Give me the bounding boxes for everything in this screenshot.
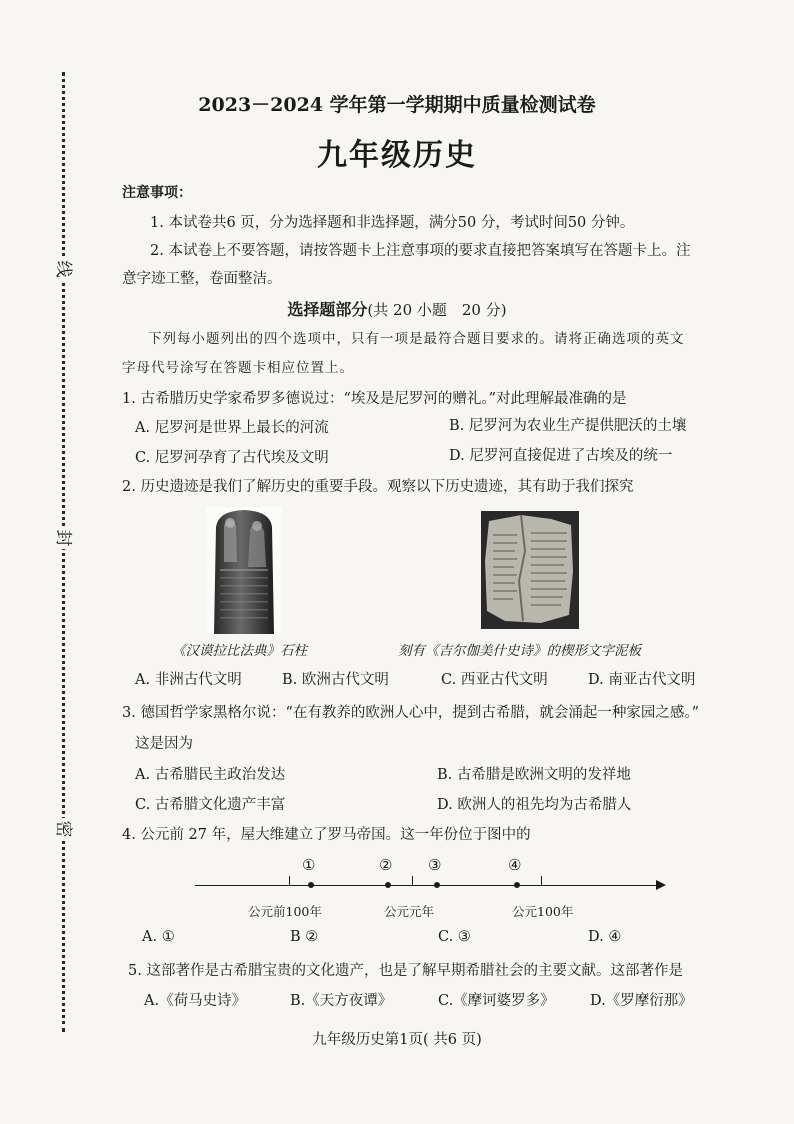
- section-instruction-line-1: 下列每小题列出的四个选项中，只有一项是最符合题目要求的。请将正确选项的英文: [148, 331, 685, 347]
- binding-char-seal: 封: [52, 527, 74, 549]
- exam-title: 2023－2024 学年第一学期期中质量检测试卷: [198, 94, 596, 116]
- q2-caption-right: 刻有《吉尔伽美什史诗》的楔形文字泥板: [398, 643, 641, 659]
- q2-option-d: D. 南亚古代文明: [588, 672, 696, 688]
- binding-char-secret: 密: [52, 818, 74, 840]
- timeline-tick-ad100: [541, 876, 542, 886]
- timeline-dot-4: [514, 882, 520, 888]
- timeline-dot-2: [385, 882, 391, 888]
- q5-option-c: C.《摩诃婆罗多》: [438, 993, 555, 1009]
- gilgamesh-tablet-image: [481, 511, 579, 629]
- hammurabi-stele-image: [206, 507, 282, 634]
- q1-option-a: A. 尼罗河是世界上最长的河流: [135, 420, 329, 436]
- section-heading-bold: 选择题部分: [287, 300, 368, 319]
- timeline-mark-4: ④: [508, 856, 522, 874]
- q4-stem: 4. 公元前 27 年，屋大维建立了罗马帝国。这一年份位于图中的: [122, 827, 531, 843]
- q3-stem: 3. 德国哲学家黑格尔说：“在有教养的欧洲人心中，提到古希腊，就会涌起一种家园之感。”: [122, 705, 700, 721]
- q1-option-b: B. 尼罗河为农业生产提供肥沃的土壤: [449, 418, 687, 434]
- q4-option-c: C. ③: [438, 929, 471, 945]
- timeline-dot-1: [308, 882, 314, 888]
- timeline-mark-1: ①: [302, 856, 316, 874]
- notice-item-2-line-2: 意字迹工整，卷面整洁。: [122, 271, 282, 287]
- timeline-dot-3: [434, 882, 440, 888]
- timeline-axis: [195, 885, 660, 886]
- timeline-label-ad1: 公元元年: [384, 904, 435, 919]
- q4-option-a: A. ①: [142, 929, 175, 945]
- notice-item-2-line-1: 2. 本试卷上不要答题，请按答题卡上注意事项的要求直接把答案填写在答题卡上。注: [150, 243, 691, 259]
- timeline-arrow: [656, 880, 666, 890]
- q3-option-d: D. 欧洲人的祖先均为古希腊人: [437, 797, 632, 813]
- q4-option-d: D. ④: [588, 929, 622, 945]
- q3-stem-continued: 这是因为: [135, 736, 193, 752]
- q5-option-b: B.《天方夜谭》: [290, 993, 393, 1009]
- q5-option-d: D.《罗摩衍那》: [590, 993, 693, 1009]
- subject-title: 九年级历史: [317, 138, 477, 173]
- q2-option-b: B. 欧洲古代文明: [282, 672, 389, 688]
- timeline-tick-ad1: [412, 876, 413, 886]
- q1-option-d: D. 尼罗河直接促进了古埃及的统一: [449, 448, 673, 464]
- timeline-label-ad100: 公元100年: [512, 904, 574, 919]
- q3-option-a: A. 古希腊民主政治发达: [135, 767, 286, 783]
- q1-stem: 1. 古希腊历史学家希罗多德说过：“埃及是尼罗河的赠礼。”对此理解最准确的是: [122, 391, 627, 407]
- notice-item-1: 1. 本试卷共6 页，分为选择题和非选择题，满分50 分，考试时间50 分钟。: [150, 215, 635, 231]
- binding-dotted-line: [62, 72, 65, 1032]
- q3-option-c: C. 古希腊文化遗产丰富: [135, 797, 286, 813]
- section-heading-count: (共 20 小题 20 分): [367, 301, 507, 319]
- page-footer: 九年级历史第1页( 共6 页): [312, 1032, 482, 1048]
- q2-stem: 2. 历史遗迹是我们了解历史的重要手段。观察以下历史遗迹，其有助于我们探究: [122, 479, 634, 495]
- q3-option-b: B. 古希腊是欧洲文明的发祥地: [437, 767, 631, 783]
- q1-option-c: C. 尼罗河孕育了古代埃及文明: [135, 450, 329, 466]
- binding-char-line: 线: [52, 258, 74, 280]
- timeline-mark-2: ②: [379, 856, 393, 874]
- q2-option-a: A. 非洲古代文明: [135, 672, 242, 688]
- timeline-mark-3: ③: [428, 856, 442, 874]
- timeline-tick-bc100: [289, 876, 290, 886]
- q5-option-a: A.《荷马史诗》: [144, 993, 247, 1009]
- q2-caption-left: 《汉谟拉比法典》石柱: [172, 643, 307, 659]
- section-instruction-line-2: 字母代号涂写在答题卡相应位置上。: [122, 360, 354, 376]
- section-heading: [0, 297, 794, 320]
- q4-option-b: B ②: [290, 929, 319, 945]
- q2-option-c: C. 西亚古代文明: [441, 672, 548, 688]
- timeline-label-bc100: 公元前100年: [248, 904, 322, 919]
- notice-heading: 注意事项：: [122, 185, 192, 201]
- q5-stem: 5. 这部著作是古希腊宝贵的文化遗产，也是了解早期希腊社会的主要文献。这部著作是: [128, 963, 683, 979]
